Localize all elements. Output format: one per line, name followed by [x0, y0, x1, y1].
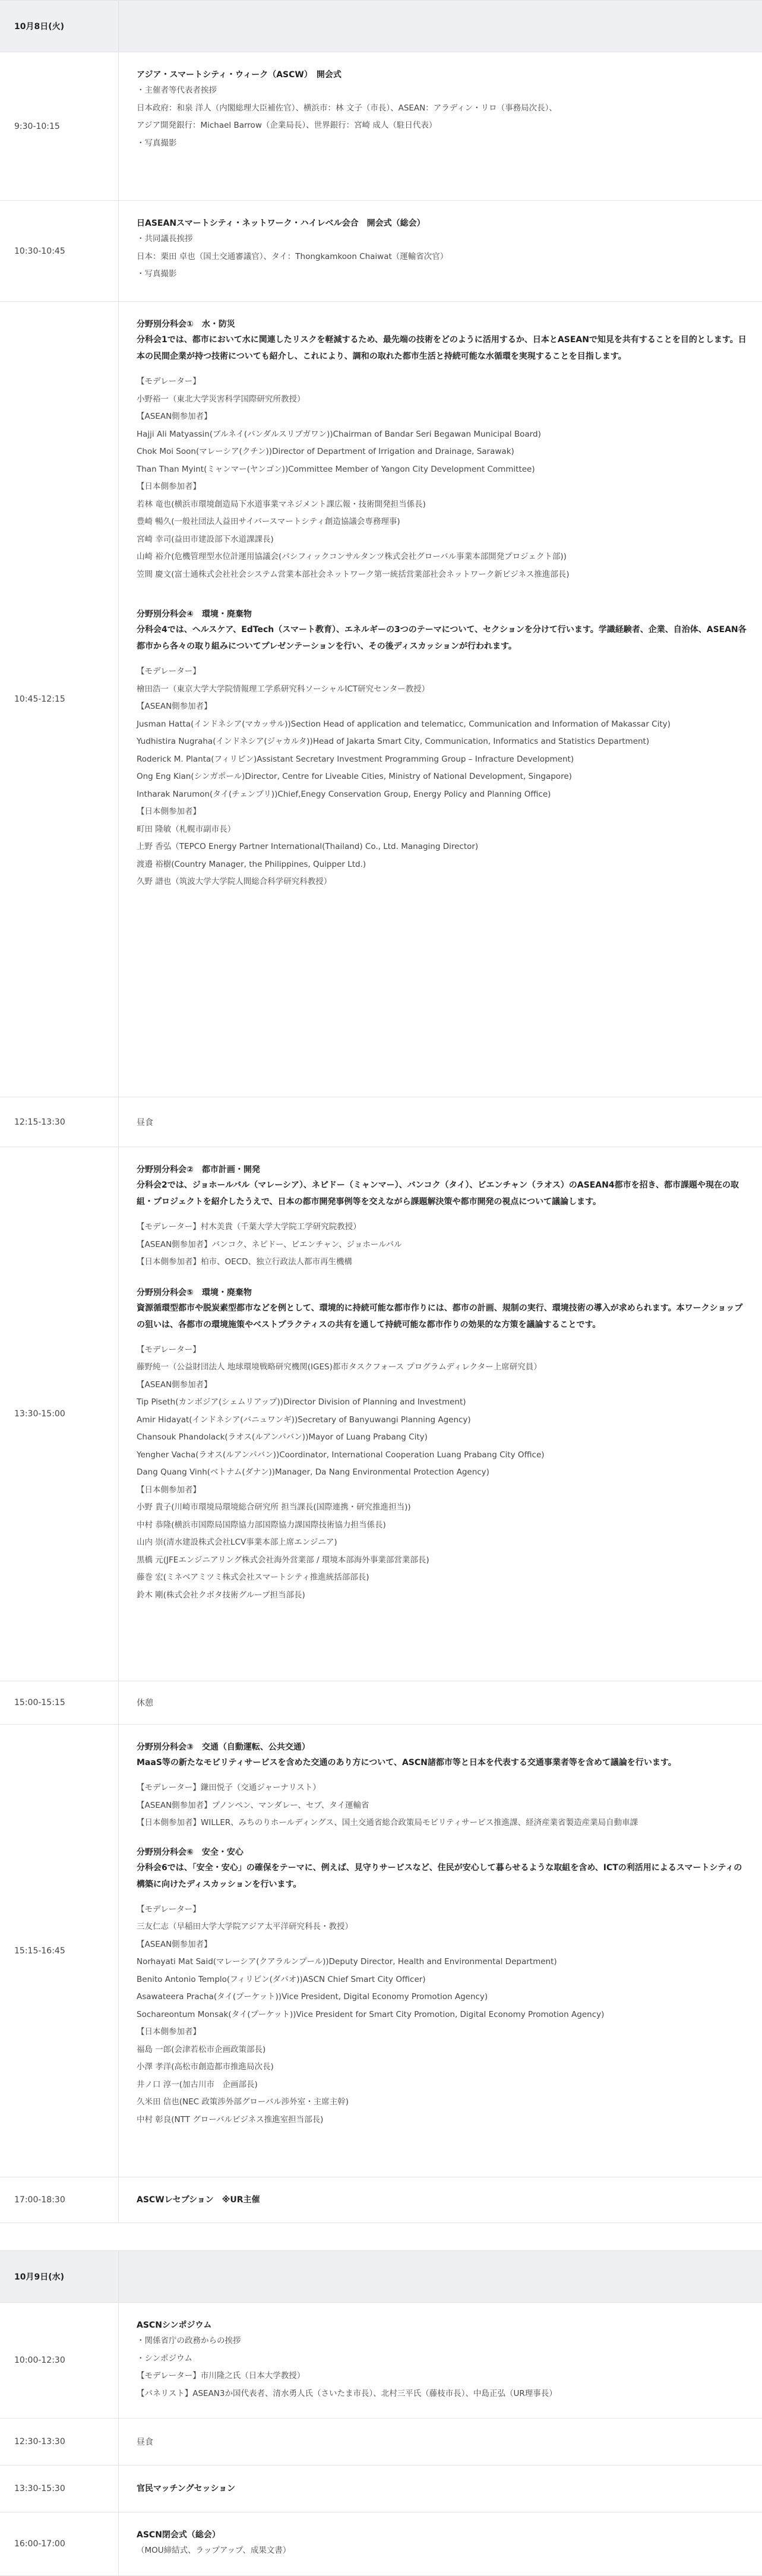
schedule-row	[0, 1681, 762, 1725]
session-line: ・共同議長挨拶	[137, 234, 193, 244]
schedule-row	[0, 1097, 762, 1147]
session-line: 【日本側参加者】柏市、OECD、独立行政法人都市再生機構	[137, 1257, 352, 1267]
session-line: 【モデレーター】市川隆之氏（日本大学教授）	[137, 2371, 305, 2381]
session-line: 【ASEAN側参加者】	[137, 412, 212, 421]
session-line: 【ASEAN側参加者】プノンペン、マンダレー、セブ、タイ運輸省	[137, 1800, 369, 1810]
session-title: 分野別分科会② 都市計画・開発	[137, 1165, 260, 1175]
time-slot: 15:15-16:45	[0, 1725, 119, 2177]
session-title: 日ASEANスマートシティ・ネットワーク・ハイレベル会合 開会式（総会）	[137, 219, 425, 228]
day-header	[0, 1, 762, 52]
slot-content	[119, 2419, 762, 2465]
session-title: ASCNシンポジウム	[137, 2321, 212, 2330]
session-line: Amir Hidayat(インドネシア(バニュワンギ))Secretary of Banyuwangi Planning Agency)	[137, 1415, 471, 1425]
session-line: 【モデレーター】	[137, 1904, 201, 1914]
session-line: Norhayati Mat Said(マレーシア(クアラルンプール))Deputy Director, Health and Environmental Department)	[137, 1957, 557, 1966]
session-line: 山内 崇(清水建設株式会社LCV事業本部上席エンジニア)	[137, 1538, 337, 1547]
session-line: 上野 香弘（TEPCO Energy Partner International(Thailand) Co., Ltd. Managing Director)	[137, 842, 479, 851]
session-block	[137, 607, 748, 891]
schedule-row	[0, 2419, 762, 2465]
day-header-fill	[119, 2251, 762, 2302]
day-header	[0, 2251, 762, 2303]
session-line: 【ASEAN側参加者】	[137, 1379, 212, 1390]
slot-label: 昼食	[137, 2438, 153, 2447]
session-title: 分野別分科会⑤ 環境・廃棄物	[137, 1287, 252, 1298]
session-line: Tip Piseth(カンボジア(シェムリアップ))Director Division of Planning and Investment)	[137, 1397, 466, 1407]
slot-content	[119, 2177, 762, 2223]
day-header-fill	[119, 1, 762, 52]
session-title: 分野別分科会① 水・防災	[137, 320, 235, 329]
session-line: 小野裕一（東北大学災害科学国際研究所教授）	[137, 394, 305, 404]
slot-label: 休憩	[137, 1699, 153, 1708]
slot-label: 官民マッチングセッション	[137, 2484, 236, 2493]
session-line: ・主催者等代表者挨拶	[137, 86, 217, 95]
slot-content	[119, 2465, 762, 2512]
session-line: Yengher Vacha(ラオス(ルアンパバン))Coordinator, International Cooperation Luang Prabang City Office)	[137, 1450, 545, 1460]
session-line: 檜田浩一（東京大学大学院情報理工学系研究科ソーシャルICT研究センター教授）	[137, 684, 430, 694]
session-line: 【ASEAN側参加者】バンコク、ネピドー、ビエンチャン、ジョホールバル	[137, 1239, 402, 1249]
slot-content	[119, 201, 762, 301]
session-line: Sochareontum Monsak(タイ(プーケット))Vice President for Smart City Promotion, Digital Economy Promotion Agency)	[137, 2009, 605, 2019]
session-line: 【モデレーター】村木美貴（千葉大学大学院工学研究院教授）	[137, 1222, 361, 1232]
time-slot: 16:00-17:00	[0, 2512, 119, 2575]
session-line: ・写真撮影	[137, 269, 177, 279]
session-block	[137, 1286, 748, 1605]
session-line: Jusman Hatta(インドネシア(マカッサル))Section Head of application and telematicc, Communication and Information of Makassar City)	[137, 719, 671, 729]
session-line: Chansouk Phandolack(ラオス(ルアンパバン))Mayor of Luang Prabang City)	[137, 1432, 428, 1442]
schedule-row	[0, 2465, 762, 2512]
session-block	[137, 317, 748, 583]
session-spacer	[137, 1271, 748, 1286]
session-description: 分科会6では、「安全・安心」の確保をテーマに、例えば、見守りサービスなど、住民が安心して暮らせるような取組を含め、ICTの利活用によるスマートシティの構築に向けたディスカッションを行います。	[137, 1862, 742, 1889]
time-slot: 10:30-10:45	[0, 201, 119, 301]
session-block	[137, 216, 748, 283]
session-line: （MOU締結式、ラップアップ、成果文書）	[137, 2546, 291, 2555]
session-block	[137, 1845, 748, 2129]
slot-content	[119, 2303, 762, 2418]
schedule-row	[0, 2512, 762, 2576]
desc-spacer	[137, 655, 748, 663]
time-slot: 12:15-13:30	[0, 1097, 119, 1147]
time-slot: 9:30-10:15	[0, 52, 119, 200]
session-line: Than Than Myint(ミャンマー(ヤンゴン))Committee Member of Yangon City Development Committee)	[137, 464, 535, 474]
time-slot: 10:45-12:15	[0, 302, 119, 1097]
session-line: 【モデレーター】	[137, 1344, 201, 1355]
desc-spacer	[137, 365, 748, 373]
session-spacer	[137, 583, 748, 607]
session-line: 藤巻 宏(ミネベアミツミ株式会社スマートシティ推進統括部部長)	[137, 1573, 369, 1582]
session-title: 分野別分科会⑥ 安全・安心	[137, 1847, 244, 1857]
session-description: 分科会2では、ジョホールバル（マレーシア）、ネピドー（ミャンマー）、バンコク（タイ）、ビエンチャン（ラオス）のASEAN4都市を招き、都市課題や現在の取組・プロジェクトを紹介したうえで、日本の都市開発事例等を交えながら課題解決策や都市開発の視点について議論します。	[137, 1180, 739, 1207]
session-line: 笠間 慶文(富士通株式会社社会システム営業本部社会ネットワーク第一統括営業部社会ネットワーク新ビジネス推進部長)	[137, 569, 570, 579]
slot-label: ASCWレセプション ※UR主催	[137, 2195, 260, 2205]
session-line: Yudhistira Nugraha(インドネシア(ジャカルタ))Head of Jakarta Smart City, Communication, Informatics and Statistics Department)	[137, 737, 650, 746]
session-line: Chok Moi Soon(マレーシア(クチン))Director of Department of Irrigation and Drainage, Sarawak)	[137, 447, 514, 456]
session-block	[137, 1163, 748, 1271]
day-date: 10月8日(火)	[0, 1, 119, 52]
session-title: 分野別分科会④ 環境・廃棄物	[137, 610, 252, 619]
schedule-row	[0, 1147, 762, 1681]
session-line: 井ノ口 淳一(加古川市 企画部長)	[137, 2079, 258, 2089]
session-line: アジア開発銀行：Michael Barrow（企業局長）、世界銀行：宮崎 成人（駐日代表）	[137, 121, 437, 130]
session-line: 渡邉 裕樹(Country Manager, the Philippines, Quipper Ltd.)	[137, 859, 366, 869]
schedule-row	[0, 1725, 762, 2177]
slot-content	[119, 1681, 762, 1724]
desc-spacer	[137, 1210, 748, 1218]
session-line: Ong Eng Kian(シンガポール)Director, Centre for Liveable Cities, Ministry of National Development, Singapore)	[137, 772, 572, 781]
time-slot: 13:30-15:30	[0, 2465, 119, 2512]
session-line: 町田 隆敏（札幌市副市長）	[137, 824, 236, 834]
session-line: 【日本側参加者】WILLER、みちのりホールディングス、国土交通省総合政策局モビリティサービス推進課、経済産業省製造産業局自動車課	[137, 1818, 638, 1827]
session-line: ・関係省庁の政務からの挨拶	[137, 2336, 241, 2345]
session-line: Asawateera Pracha(タイ(プーケット))Vice President, Digital Economy Promotion Agency)	[137, 1992, 488, 2002]
session-line: 【ASEAN側参加者】	[137, 1939, 212, 1949]
session-line: 日本政府：和泉 洋人（内閣総理大臣補佐官）、横浜市：林 文子（市長）、ASEAN：アラディン・リロ（事務局次長）、	[137, 103, 557, 113]
session-block	[137, 2528, 748, 2560]
session-block	[137, 2318, 748, 2403]
day-date: 10月9日(水)	[0, 2251, 119, 2302]
slot-label: 昼食	[137, 1117, 153, 1128]
time-slot: 10:00-12:30	[0, 2303, 119, 2418]
session-block	[137, 1740, 748, 1832]
desc-spacer	[137, 1333, 748, 1341]
schedule-row	[0, 2177, 762, 2223]
session-line: 【パネリスト】ASEAN3か国代表者、清水勇人氏（さいたま市長）、北村三平氏（藤枝市長）、中島正弘（UR理事長）	[137, 2388, 557, 2398]
session-line: Hajji Ali Matyassin(ブルネイ(バンダルスリブガワン))Chairman of Bandar Seri Begawan Municipal Board)	[137, 429, 541, 439]
session-line: 【日本側参加者】	[137, 482, 201, 491]
time-slot: 17:00-18:30	[0, 2177, 119, 2223]
session-line: 【日本側参加者】	[137, 1485, 201, 1495]
session-line: 三友仁志（早稲田大学大学院アジア太平洋研究科長・教授）	[137, 1922, 353, 1931]
session-line: 小野 貴子(川崎市環境局環境総合研究所 担当課長(国際連携・研究推進担当))	[137, 1502, 411, 1512]
session-spacer	[137, 1832, 748, 1845]
desc-spacer	[137, 1893, 748, 1901]
session-line: ・シンポジウム	[137, 2353, 193, 2363]
session-line: 藤野純一（公益財団法人 地球環境戦略研究機関(IGES)都市タスクフォース プログラムディレクター上席研究員）	[137, 1362, 542, 1372]
session-line: 日本：栗田 卓也（国土交通審議官）、タイ：Thongkamkoon Chaiwat（運輸省次官）	[137, 251, 448, 261]
session-line: 【モデレーター】鎌田悦子（交通ジャーナリスト）	[137, 1783, 321, 1792]
session-line: Dang Quang Vinh(ベトナム(ダナン))Manager, Da Nang Environmental Protection Agency)	[137, 1467, 489, 1477]
time-slot: 12:30-13:30	[0, 2419, 119, 2465]
session-line: 久野 譜也（筑波大学大学院人間総合科学研究科教授）	[137, 877, 332, 886]
session-line: 【日本側参加者】	[137, 2027, 201, 2037]
session-line: 【ASEAN側参加者】	[137, 702, 212, 711]
session-line: 【モデレーター】	[137, 377, 201, 386]
session-line: Roderick M. Planta(フィリピン)Assistant Secretary Investment Programming Group – Infracture Development)	[137, 754, 574, 764]
schedule-day	[0, 2250, 762, 2576]
schedule-row	[0, 302, 762, 1097]
session-line: 鈴木 剛(株式会社クボタ技術グループ担当部長)	[137, 1590, 305, 1600]
session-line: 宮崎 幸司(益田市建設部下水道課課長)	[137, 534, 274, 544]
session-line: 小澤 孝洋(高松市創造都市推進局次長)	[137, 2062, 274, 2072]
session-line: 豊崎 暢久(一般社団法人益田サイバースマートシティ創造協議会専務理事)	[137, 517, 400, 526]
session-line: 黒橋 元(JFEエンジニアリング株式会社海外営業部 / 環境本部海外事業部営業部長)	[137, 1555, 429, 1565]
session-line: Intharak Narumon(タイ(チェンブリ))Chief,Enegy Conservation Group, Energy Policy and Planning Office)	[137, 789, 551, 799]
session-block	[137, 68, 748, 152]
session-title: 分野別分科会③ 交通（自動運転、公共交通）	[137, 1742, 310, 1752]
session-line: 若林 竜也(横浜市環境創造局下水道事業マネジメント課広報・技術開発担当係長)	[137, 499, 426, 509]
session-description: 分科会4では、ヘルスケア、EdTech（スマート教育）、エネルギーの3つのテーマについて、セクションを分けて行います。学識経験者、企業、自治体、ASEAN各都市から各々の取り組みについてプレゼンテーションを行い、その後ディスカッションが行われます。	[137, 625, 747, 651]
slot-content	[119, 2512, 762, 2575]
time-slot: 15:00-15:15	[0, 1681, 119, 1724]
session-line: Benito Antonio Templo(フィリピン(ダバオ))ASCN Chief Smart City Officer)	[137, 1974, 426, 1984]
session-description: MaaS等の新たなモビリティサービスを含めた交通のあり方について、ASCN諸都市等と日本を代表する交通事業者等を含めて議論を行います。	[137, 1758, 676, 1767]
session-title: ASCN閉会式（総会）	[137, 2530, 220, 2540]
slot-content	[119, 302, 762, 1097]
slot-content	[119, 1097, 762, 1147]
session-line: 中村 彰良(NTT グローバルビジネス推進室担当部長)	[137, 2114, 324, 2124]
schedule-row	[0, 52, 762, 201]
schedule-row	[0, 201, 762, 302]
schedule-row	[0, 2303, 762, 2419]
desc-spacer	[137, 1771, 748, 1779]
session-title: アジア・スマートシティ・ウィーク（ASCW） 開会式	[137, 70, 342, 80]
session-line: 福島 一郎(会津若松市企画政策部長)	[137, 2044, 266, 2054]
session-line: 【モデレーター】	[137, 667, 201, 676]
session-line: ・写真撮影	[137, 138, 177, 148]
slot-content	[119, 1725, 762, 2177]
session-line: 山崎 裕介(危機管理型水位計運用協議会(パシフィックコンサルタンツ株式会社グローバル事業本部開発プロジェクト部))	[137, 552, 567, 561]
slot-content	[119, 52, 762, 200]
time-slot: 13:30-15:00	[0, 1147, 119, 1681]
session-description: 分科会1では、都市において水に関連したリスクを軽減するため、最先端の技術をどのように活用するか、日本とASEANで知見を共有することを目的とします。日本の民間企業が持つ技術についても紹介し、これにより、調和の取れた都市生活と持続可能な水循環を実現することを目指します。	[137, 335, 747, 361]
session-description: 資源循環型都市や脱炭素型都市などを例として、環境的に持続可能な都市作りには、都市の計画、規制の実行、環境技術の導入が求められます。本ワークショップの狙いは、各都市の環境施策やベストプラクティスの共有を通して持続可能な都市作りの効果的な方策を議論することです。	[137, 1303, 743, 1330]
slot-content	[119, 1147, 762, 1681]
session-line: 【日本側参加者】	[137, 807, 201, 816]
session-line: 久米田 信也(NEC 政策渉外部グローバル渉外室・主席主幹)	[137, 2097, 349, 2107]
session-line: 中村 恭隆(横浜市国際局国際協力部国際協力課国際技術協力担当係長)	[137, 1520, 386, 1530]
